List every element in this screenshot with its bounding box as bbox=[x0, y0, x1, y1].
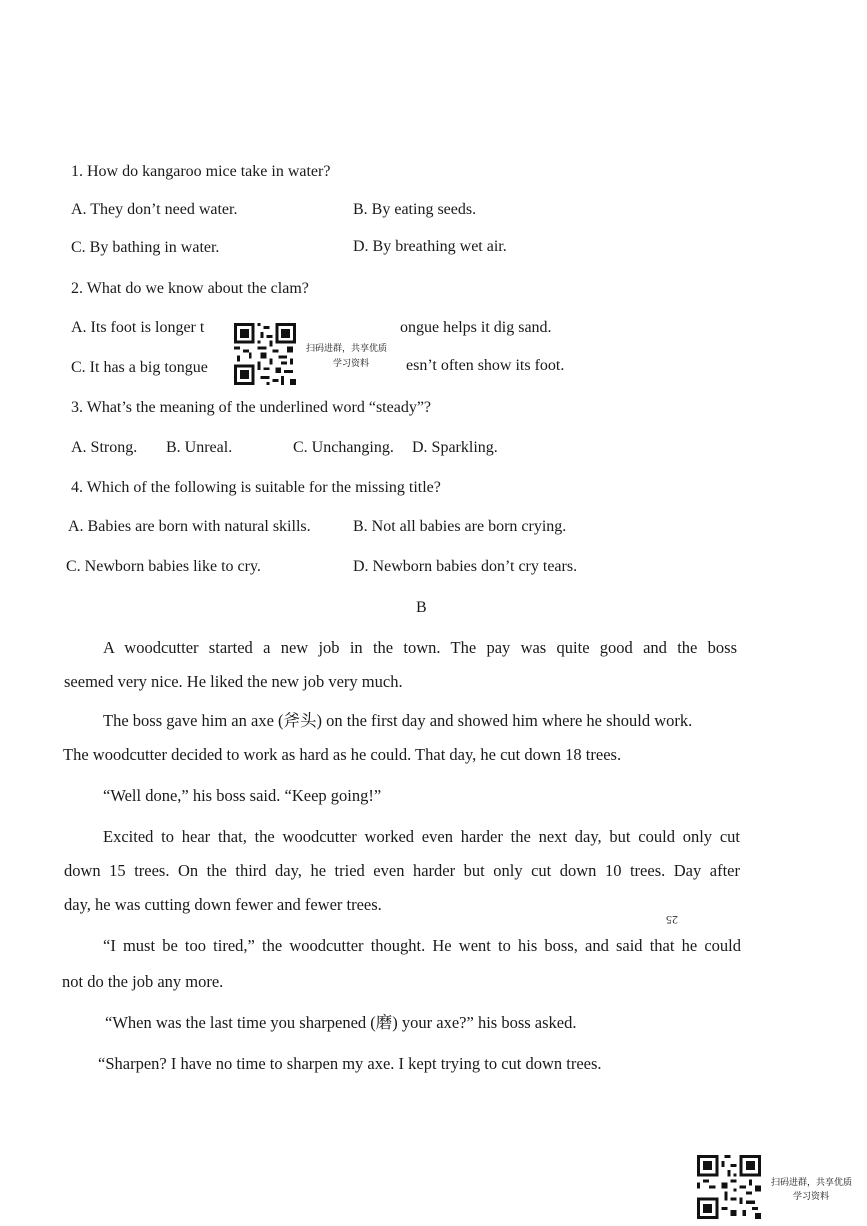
question-1-option-a: A. They don’t need water. bbox=[71, 201, 238, 218]
question-2-option-b-fragment: ongue helps it dig sand. bbox=[400, 319, 552, 336]
footer-qr-caption-line-2: 学习资料 bbox=[793, 1192, 830, 1202]
question-4-stem: 4. Which of the following is suitable for the missing title? bbox=[71, 479, 441, 496]
question-3-option-b: B. Unreal. bbox=[166, 439, 233, 456]
footer-qr-caption-line-1: 扫码进群，共享优质 bbox=[771, 1178, 853, 1188]
passage-line-1: A woodcutter started a new job in the town. The pay was quite good and the boss bbox=[103, 638, 737, 657]
question-2-option-c: C. It has a big tongue bbox=[71, 359, 208, 376]
qr-caption-line-1: 扫码进群，共享优质 bbox=[306, 344, 388, 354]
question-3-option-c: C. Unchanging. bbox=[293, 439, 394, 456]
question-3-option-d: D. Sparkling. bbox=[412, 439, 498, 456]
passage-line-12: “Sharpen? I have no time to sharpen my axe. I kept trying to cut down trees. bbox=[98, 1054, 602, 1073]
passage-line-9: “I must be too tired,” the woodcutter thought. He went to his boss, and said that he could bbox=[103, 936, 741, 955]
question-1-option-b: B. By eating seeds. bbox=[353, 201, 477, 218]
question-1-stem: 1. How do kangaroo mice take in water? bbox=[71, 163, 331, 180]
qr-code-footer-icon bbox=[697, 1155, 761, 1219]
question-3-option-a: A. Strong. bbox=[71, 439, 138, 456]
passage-line-3: The boss gave him an axe (斧头) on the first day and showed him where he should work. bbox=[103, 711, 693, 730]
question-2-option-d-fragment: esn’t often show its foot. bbox=[406, 357, 565, 374]
passage-line-6: Excited to hear that, the woodcutter worked even harder the next day, but could only cut bbox=[103, 827, 740, 846]
qr-code-icon bbox=[233, 323, 297, 385]
question-4-option-c: C. Newborn babies like to cry. bbox=[66, 558, 261, 575]
section-label: B bbox=[416, 599, 427, 616]
question-4-option-a: A. Babies are born with natural skills. bbox=[68, 518, 311, 535]
question-2-option-a: A. Its foot is longer t bbox=[71, 319, 205, 336]
passage-line-2: seemed very nice. He liked the new job very much. bbox=[64, 672, 403, 691]
passage-line-10: not do the job any more. bbox=[62, 972, 224, 991]
question-1-option-d: D. By breathing wet air. bbox=[353, 238, 507, 255]
passage-line-11: “When was the last time you sharpened (磨) your axe?” his boss asked. bbox=[105, 1013, 577, 1032]
question-2-stem: 2. What do we know about the clam? bbox=[71, 280, 309, 297]
passage-line-4: The woodcutter decided to work as hard as he could. That day, he cut down 18 trees. bbox=[63, 745, 622, 764]
passage-line-5: “Well done,” his boss said. “Keep going!” bbox=[103, 786, 382, 805]
passage-line-7: down 15 trees. On the third day, he tried even harder but only cut down 10 trees. Day after bbox=[64, 861, 740, 880]
question-1-option-c: C. By bathing in water. bbox=[71, 239, 220, 256]
question-3-stem: 3. What’s the meaning of the underlined word “steady”? bbox=[71, 399, 432, 416]
question-4-option-b: B. Not all babies are born crying. bbox=[353, 518, 567, 535]
passage-line-8: day, he was cutting down fewer and fewer trees. bbox=[64, 895, 382, 914]
question-4-option-d: D. Newborn babies don’t cry tears. bbox=[353, 558, 578, 575]
qr-caption-line-2: 学习资料 bbox=[333, 359, 370, 369]
page-number: 25 bbox=[666, 913, 678, 927]
